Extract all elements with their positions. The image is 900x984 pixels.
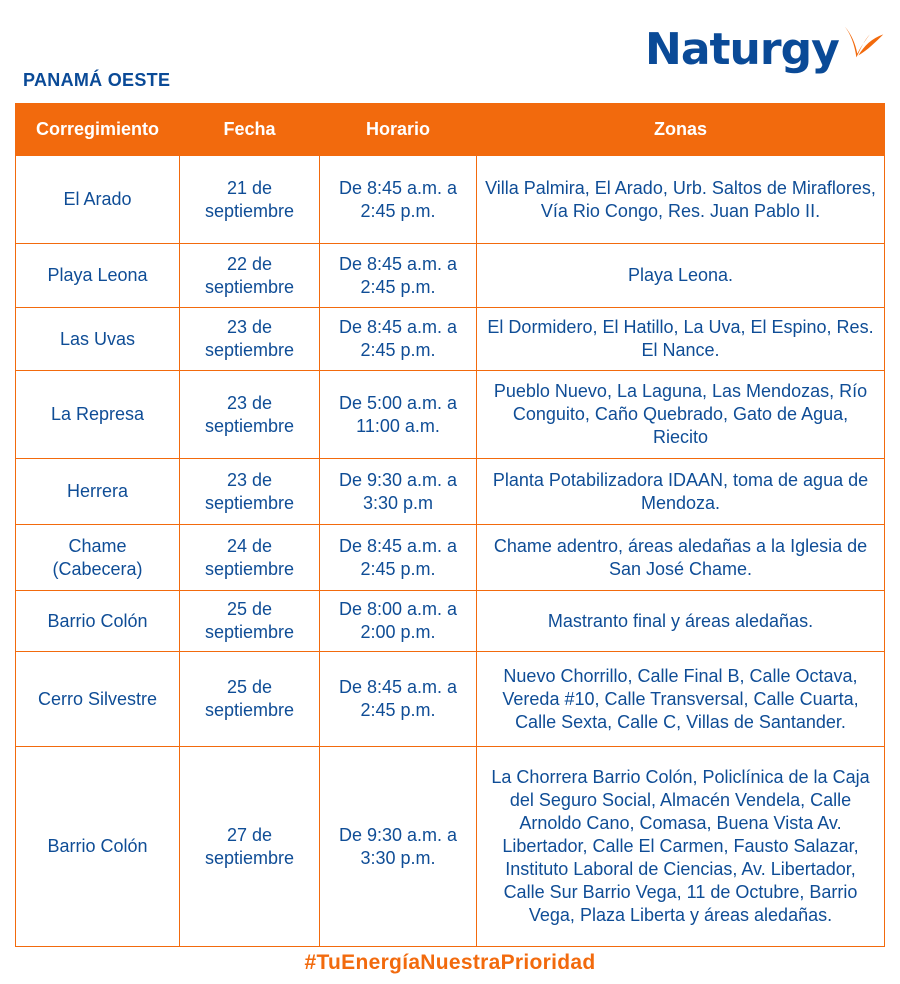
cell-fecha: 23 de septiembre bbox=[180, 459, 320, 525]
header-horario: Horario bbox=[320, 104, 477, 156]
table-row bbox=[16, 525, 885, 591]
cell-fecha: 25 de septiembre bbox=[180, 652, 320, 747]
cell-zonas: Playa Leona. bbox=[477, 244, 885, 308]
cell-corregimiento: El Arado bbox=[16, 156, 180, 244]
cell-fecha: 25 de septiembre bbox=[180, 591, 320, 652]
cell-corregimiento: La Represa bbox=[16, 371, 180, 459]
cell-fecha: 27 de septiembre bbox=[180, 747, 320, 947]
header-zonas: Zonas bbox=[477, 104, 885, 156]
table-row bbox=[16, 652, 885, 747]
cell-corregimiento: Cerro Silvestre bbox=[16, 652, 180, 747]
cell-corregimiento: Barrio Colón bbox=[16, 747, 180, 947]
table-row bbox=[16, 371, 885, 459]
header-corregimiento: Corregimiento bbox=[16, 104, 180, 156]
brand-name: Naturgy bbox=[645, 24, 839, 75]
cell-corregimiento: Playa Leona bbox=[16, 244, 180, 308]
cell-horario: De 8:45 a.m. a 2:45 p.m. bbox=[320, 156, 477, 244]
schedule-table bbox=[15, 103, 885, 947]
cell-zonas: Pueblo Nuevo, La Laguna, Las Mendozas, Río Conguito, Caño Quebrado, Gato de Agua, Riecito bbox=[477, 371, 885, 459]
cell-horario: De 8:45 a.m. a 2:45 p.m. bbox=[320, 652, 477, 747]
table-row bbox=[16, 244, 885, 308]
cell-horario: De 9:30 a.m. a 3:30 p.m bbox=[320, 459, 477, 525]
cell-zonas: La Chorrera Barrio Colón, Policlínica de la Caja del Seguro Social, Almacén Vendela, Calle Arnoldo Cano, Comasa, Buena Vista Av. Libertador, Calle El Carmen, Fausto Salazar, Instituto Laboral de Ciencias, Av. Libertador, Calle Sur Barrio Vega, 11 de Octubre, Barrio Vega, Plaza Liberta y áreas aledañas. bbox=[477, 747, 885, 947]
region-title: PANAMÁ OESTE bbox=[23, 70, 171, 90]
table-row bbox=[16, 459, 885, 525]
cell-horario: De 8:00 a.m. a 2:00 p.m. bbox=[320, 591, 477, 652]
cell-fecha: 21 de septiembre bbox=[180, 156, 320, 244]
cell-fecha: 23 de septiembre bbox=[180, 308, 320, 371]
table-row bbox=[16, 591, 885, 652]
table-row bbox=[16, 747, 885, 947]
cell-zonas: Mastranto final y áreas aledañas. bbox=[477, 591, 885, 652]
cell-horario: De 8:45 a.m. a 2:45 p.m. bbox=[320, 525, 477, 591]
table-header-row bbox=[16, 104, 885, 156]
cell-corregimiento: Chame (Cabecera) bbox=[16, 525, 180, 591]
cell-zonas: Nuevo Chorrillo, Calle Final B, Calle Octava, Vereda #10, Calle Transversal, Calle Cuarta, Calle Sexta, Calle C, Villas de Santander. bbox=[477, 652, 885, 747]
cell-corregimiento: Las Uvas bbox=[16, 308, 180, 371]
cell-corregimiento: Herrera bbox=[16, 459, 180, 525]
cell-fecha: 24 de septiembre bbox=[180, 525, 320, 591]
cell-zonas: El Dormidero, El Hatillo, La Uva, El Espino, Res. El Nance. bbox=[477, 308, 885, 371]
cell-horario: De 8:45 a.m. a 2:45 p.m. bbox=[320, 308, 477, 371]
cell-fecha: 23 de septiembre bbox=[180, 371, 320, 459]
cell-corregimiento: Barrio Colón bbox=[16, 591, 180, 652]
table-row bbox=[16, 156, 885, 244]
cell-horario: De 9:30 a.m. a 3:30 p.m. bbox=[320, 747, 477, 947]
cell-fecha: 22 de septiembre bbox=[180, 244, 320, 308]
butterfly-icon bbox=[841, 20, 885, 66]
hashtag: #TuEnergíaNuestraPrioridad bbox=[304, 951, 596, 974]
table-row bbox=[16, 308, 885, 371]
cell-horario: De 5:00 a.m. a 11:00 a.m. bbox=[320, 371, 477, 459]
cell-zonas: Chame adentro, áreas aledañas a la Iglesia de San José Chame. bbox=[477, 525, 885, 591]
cell-horario: De 8:45 a.m. a 2:45 p.m. bbox=[320, 244, 477, 308]
naturgy-logo bbox=[645, 18, 885, 82]
cell-zonas: Villa Palmira, El Arado, Urb. Saltos de Miraflores, Vía Rio Congo, Res. Juan Pablo II. bbox=[477, 156, 885, 244]
header-fecha: Fecha bbox=[180, 104, 320, 156]
cell-zonas: Planta Potabilizadora IDAAN, toma de agua de Mendoza. bbox=[477, 459, 885, 525]
